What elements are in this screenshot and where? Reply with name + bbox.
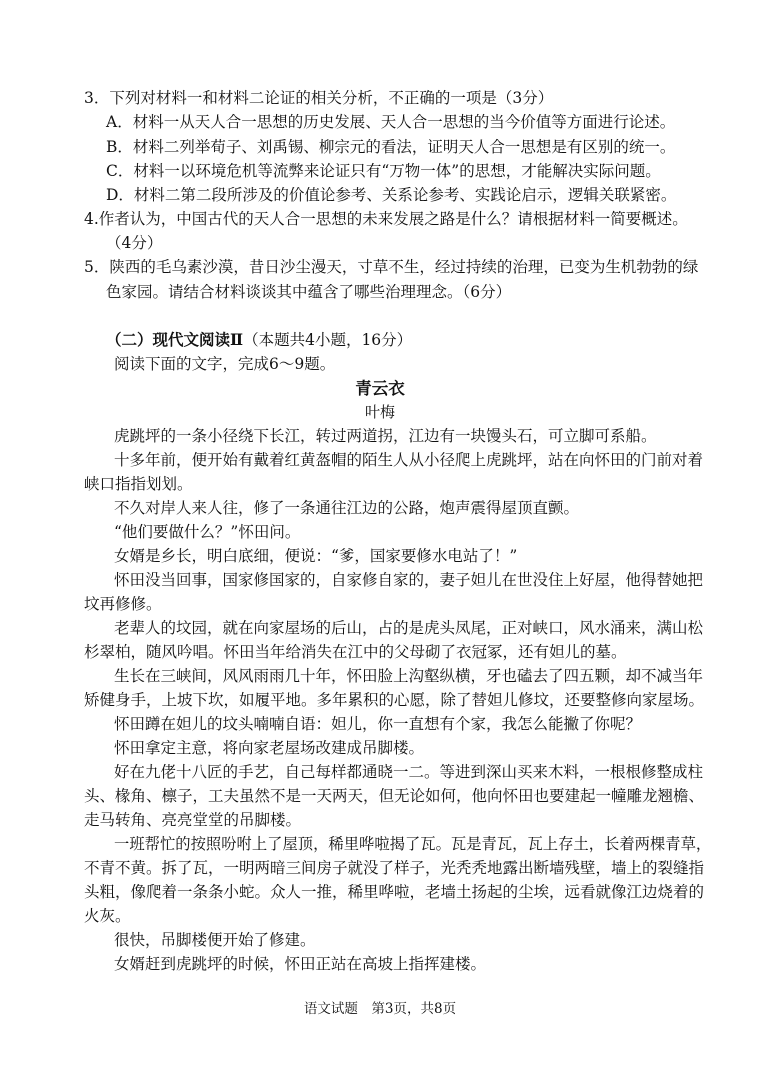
question-3-option-d: D．材料二第二段所涉及的价值论参考、关系论参考、实践论启示，逻辑关联紧密。 bbox=[106, 186, 677, 204]
story-line: 女婿赶到虎跳坪的时候，怀田正站在高坡上指挥建楼。 bbox=[114, 955, 487, 973]
story-line: 矫健身手，上坡下坎，如履平地。多年累积的心愿，除了替妲儿修坟，还要整修向家屋场。 bbox=[84, 691, 705, 709]
story-line: 虎跳坪的一条小径绕下长江，转过两道拐，江边有一块馒头石，可立脚可系船。 bbox=[114, 427, 657, 445]
page-footer: 语文试题 第3页，共8页 bbox=[303, 1001, 457, 1017]
story-line: 杉翠柏，随风吟唱。怀田当年给消失在江中的父母砌了衣冠冢，还有妲儿的墓。 bbox=[84, 643, 627, 661]
story-line: 生长在三峡间，风风雨雨几十年，怀田脸上沟壑纵横，牙也磕去了四五颗，却不减当年 bbox=[114, 667, 704, 685]
section-heading-rest: （本题共4小题，16分） bbox=[243, 331, 413, 349]
story-line: 老辈人的坟园，就在向家屋场的后山，占的是虎头凤尾，正对峡口，风水涌来，满山松 bbox=[114, 619, 704, 637]
section-heading bbox=[106, 330, 412, 350]
question-5-line-2: 色家园。请结合材料谈谈其中蕴含了哪些治理理念。（6分） bbox=[106, 283, 512, 301]
question-4-line-1: 4.作者认为，中国古代的天人合一思想的未来发展之路是什么？请根据材料一简要概述。 bbox=[84, 210, 688, 228]
story-line: 火灰。 bbox=[84, 907, 131, 925]
section-heading-bold: （二）现代文阅读Ⅱ bbox=[106, 330, 244, 349]
question-5-line-1: 5．陕西的毛乌素沙漠，昔日沙尘漫天，寸草不生，经过持续的治理，已变为生机勃勃的绿 bbox=[84, 258, 699, 276]
story-line: 不久对岸人来人往，修了一条通往江边的公路，炮声震得屋顶直颤。 bbox=[114, 499, 580, 517]
story-line: 怀田拿定主意，将向家老屋场改建成吊脚楼。 bbox=[114, 739, 425, 757]
story-line: 不青不黄。拆了瓦，一明两暗三间房子就没了样子，光秃秃地露出断墙残壁，墙上的裂缝指 bbox=[84, 859, 705, 877]
question-4-line-2: （4分） bbox=[106, 234, 163, 252]
story-title: 青云衣 bbox=[355, 379, 405, 398]
question-3-option-c: C．材料一以环境危机等流弊来论证只有“万物一体”的思想，才能解决实际问题。 bbox=[106, 162, 661, 180]
question-3-option-a: A．材料一从天人合一思想的历史发展、天人合一思想的当今价值等方面进行论述。 bbox=[106, 113, 676, 131]
story-line: 一班帮忙的按照吩咐上了屋顶，稀里哗啦揭了瓦。瓦是青瓦，瓦上存土，长着两棵青草， bbox=[114, 835, 712, 853]
question-3-option-b: B．材料二列举荀子、刘禹锡、柳宗元的看法，证明天人合一思想是有区别的统一。 bbox=[106, 138, 676, 156]
story-line: 头粗，像爬着一条条小蛇。众人一推，稀里哗啦，老墙土扬起的尘埃，远看就像江边烧着的 bbox=[84, 883, 705, 901]
story-line: 走马转角、亮亮堂堂的吊脚楼。 bbox=[84, 811, 302, 829]
story-author: 叶梅 bbox=[364, 403, 395, 421]
story-line: “他们要做什么？”怀田问。 bbox=[114, 523, 301, 541]
story-line: 怀田蹲在妲儿的坟头喃喃自语：妲儿，你一直想有个家，我怎么能撇了你呢？ bbox=[114, 715, 642, 733]
question-3-stem: 3．下列对材料一和材料二论证的相关分析，不正确的一项是（3分） bbox=[84, 89, 554, 107]
story-line: 很快，吊脚楼便开始了修建。 bbox=[114, 931, 316, 949]
story-line: 头、椽角、檩子，工夫虽然不是一天两天，但无论如何，他向怀田也要建起一幢雕龙翘檐、 bbox=[84, 787, 705, 805]
story-line: 十多年前，便开始有戴着红黄盔帽的陌生人从小径爬上虎跳坪，站在向怀田的门前对着 bbox=[114, 451, 704, 469]
story-line: 好在九佬十八匠的手艺，自己每样都通晓一二。等进到深山买来木料，一根根修整成柱 bbox=[114, 763, 704, 781]
story-line: 女婿是乡长，明白底细，便说：“爹，国家要修水电站了！” bbox=[114, 547, 518, 565]
story-line: 怀田没当回事，国家修国家的，自家修自家的，妻子妲儿在世没住上好屋，他得替她把 bbox=[114, 571, 704, 589]
section-instruction: 阅读下面的文字，完成6～9题。 bbox=[114, 355, 336, 373]
story-line: 峡口指指划划。 bbox=[84, 475, 193, 493]
story-line: 坟再修修。 bbox=[84, 595, 162, 613]
